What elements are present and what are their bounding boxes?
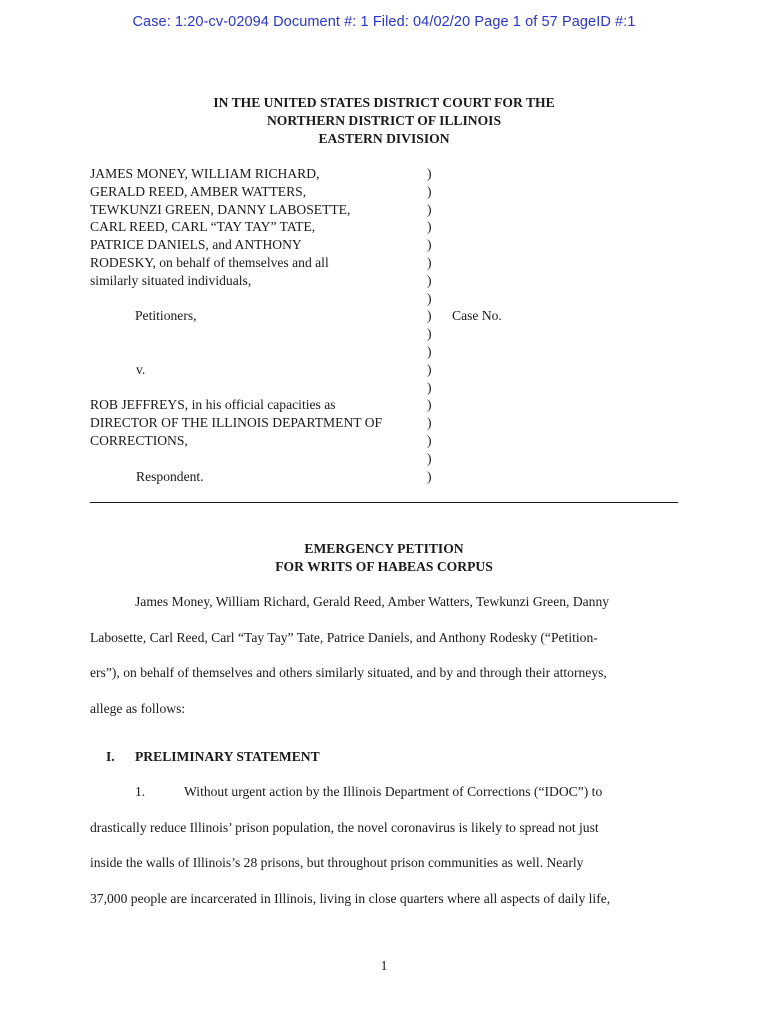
caption-paren: ) bbox=[427, 219, 432, 235]
case-header-stamp: Case: 1:20-cv-02094 Document #: 1 Filed: 04/02/20 Page 1 of 57 PageID #:1 bbox=[132, 14, 636, 30]
page-number: 1 bbox=[380, 958, 388, 973]
caption-paren: ) bbox=[427, 290, 432, 306]
caption-paren: ) bbox=[427, 343, 432, 359]
caption-paren: ) bbox=[427, 166, 432, 181]
intro-line: ers”), on behalf of themselves and others similarly situated, and by and through their attorneys, bbox=[90, 665, 607, 681]
caption-paren: ) bbox=[427, 308, 432, 324]
court-heading-line: EASTERN DIVISION bbox=[318, 130, 450, 146]
caption-paren: ) bbox=[427, 326, 432, 342]
section-heading bbox=[106, 748, 320, 766]
paragraph-line: drastically reduce Illinois’ prison population, the novel coronavirus is likely to spread not just bbox=[90, 819, 599, 835]
caption-paren: ) bbox=[427, 379, 432, 395]
petitioners-label: Petitioners, bbox=[135, 308, 197, 324]
court-heading-line: NORTHERN DISTRICT OF ILLINOIS bbox=[266, 112, 502, 128]
petitioner-name-line: CARL REED, CARL “TAY TAY” TATE, bbox=[90, 219, 316, 235]
paragraph-line: Without urgent action by the Illinois Department of Corrections (“IDOC”) to bbox=[184, 784, 603, 799]
document-title-line: FOR WRITS OF HABEAS CORPUS bbox=[275, 559, 493, 574]
section-title: PRELIMINARY STATEMENT bbox=[135, 749, 320, 764]
case-caption-parties bbox=[90, 165, 430, 485]
respondent-name-line: DIRECTOR OF THE ILLINOIS DEPARTMENT OF bbox=[90, 415, 383, 431]
caption-paren: ) bbox=[427, 272, 432, 288]
caption-paren: ) bbox=[427, 361, 432, 377]
intro-line: James Money, William Richard, Gerald Reed, Amber Watters, Tewkunzi Green, Danny bbox=[135, 594, 610, 609]
petitioner-name-line: RODESKY, on behalf of themselves and all bbox=[90, 254, 329, 270]
versus-label: v. bbox=[136, 361, 146, 377]
petitioner-name-line: TEWKUNZI GREEN, DANNY LABOSETTE, bbox=[90, 201, 351, 217]
respondent-name-line: CORRECTIONS, bbox=[90, 432, 188, 448]
paragraph-line: inside the walls of Illinois’s 28 prisons, but throughout prison communities as well. Nearly bbox=[90, 855, 584, 871]
respondent-label: Respondent. bbox=[136, 468, 204, 484]
petitioner-name-line: similarly situated individuals, bbox=[90, 272, 252, 288]
paragraph-1 bbox=[90, 783, 678, 926]
intro-line: Labosette, Carl Reed, Carl “Tay Tay” Tate, Patrice Daniels, and Anthony Rodesky (“Petition- bbox=[90, 629, 598, 645]
paragraph-number: 1. bbox=[135, 784, 146, 799]
document-title-line: EMERGENCY PETITION bbox=[304, 541, 464, 556]
caption-paren: ) bbox=[427, 397, 432, 413]
petitioner-name-line: JAMES MONEY, WILLIAM RICHARD, bbox=[90, 166, 320, 181]
caption-paren: ) bbox=[427, 237, 432, 253]
intro-line: allege as follows: bbox=[90, 701, 186, 717]
caption-paren-column bbox=[427, 165, 432, 485]
petitioner-name-line: PATRICE DANIELS, and ANTHONY bbox=[90, 237, 302, 253]
caption-paren: ) bbox=[427, 183, 432, 199]
petitioner-name-line: GERALD REED, AMBER WATTERS, bbox=[90, 183, 307, 199]
caption-paren: ) bbox=[427, 468, 432, 484]
caption-paren: ) bbox=[427, 432, 432, 448]
paragraph-line: 37,000 people are incarcerated in Illinois, living in close quarters where all aspects of daily life, bbox=[90, 891, 611, 907]
caption-divider bbox=[90, 502, 678, 503]
section-number: I. bbox=[106, 749, 115, 764]
caption-paren: ) bbox=[427, 254, 432, 270]
intro-paragraph bbox=[90, 593, 678, 736]
respondent-name-line: ROB JEFFREYS, in his official capacities as bbox=[90, 397, 336, 413]
court-heading-line: IN THE UNITED STATES DISTRICT COURT FOR THE bbox=[213, 95, 555, 110]
caption-paren: ) bbox=[427, 415, 432, 431]
caption-paren: ) bbox=[427, 201, 432, 217]
caption-paren: ) bbox=[427, 450, 432, 466]
document-title bbox=[0, 540, 768, 576]
case-number-label: Case No. bbox=[452, 308, 502, 323]
court-heading bbox=[0, 94, 768, 147]
